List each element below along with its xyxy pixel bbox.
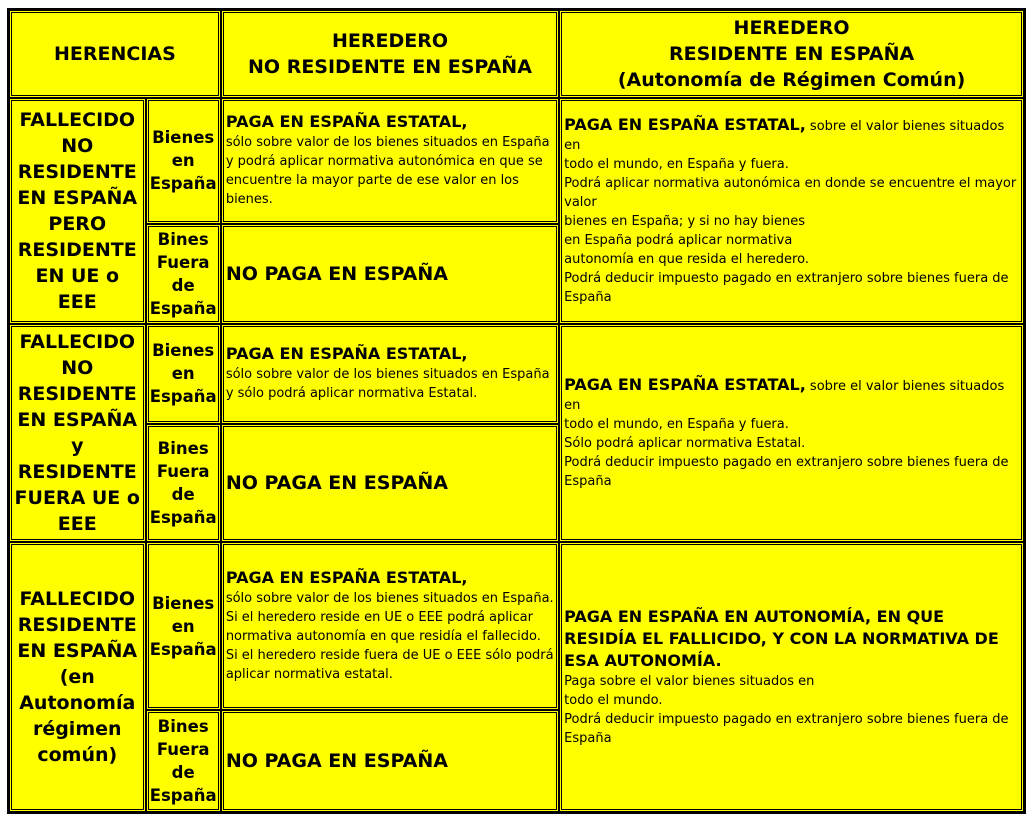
header-no-residente bbox=[223, 12, 557, 96]
detail-line: todo el mundo. bbox=[564, 693, 663, 709]
case-line: FALLECIDO bbox=[19, 588, 136, 611]
detail-lead: PAGA EN ESPAÑA ESTATAL, bbox=[225, 112, 468, 132]
case-fallecido-residente-espana bbox=[11, 544, 144, 810]
header-row bbox=[11, 12, 1022, 96]
bienes-fuera-espana-label bbox=[148, 226, 219, 322]
no-residente-bienes-en-espana bbox=[223, 544, 557, 708]
header-no-residente-line2: NO RESIDENTE EN ESPAÑA bbox=[248, 55, 532, 78]
bienes-label-line: Fuera bbox=[156, 462, 210, 482]
detail-line: Podrá deducir impuesto pagado en extranjero sobre bienes fuera de España bbox=[564, 454, 1009, 489]
bienes-label-line: Bienes bbox=[152, 593, 215, 613]
bienes-en-espana-label bbox=[148, 326, 219, 422]
detail-lead-rest: sobre el valor bienes situados en bbox=[564, 118, 1005, 153]
case-line: EN UE o EEE bbox=[35, 264, 120, 313]
detail-line: todo el mundo, en España y fuera. bbox=[564, 156, 789, 172]
bienes-label-line: de bbox=[171, 762, 195, 782]
detail-lead: PAGA EN ESPAÑA ESTATAL, bbox=[564, 374, 806, 394]
case-line: RESIDENTE bbox=[17, 238, 137, 261]
no-paga-text: NO PAGA EN ESPAÑA bbox=[225, 472, 448, 495]
table-row bbox=[11, 326, 1022, 422]
detail-line: Podrá aplicar normativa autonómica en donde se encuentre el mayor valor bbox=[564, 175, 1017, 210]
header-residente-line2: RESIDENTE EN ESPAÑA bbox=[668, 42, 915, 65]
bienes-label-line: Bienes bbox=[152, 341, 215, 361]
case-line: régimen bbox=[32, 718, 122, 741]
bienes-label-line: en bbox=[171, 151, 195, 171]
bienes-fuera-espana-label bbox=[148, 426, 219, 540]
detail-line: autonomía en que resida el heredero. bbox=[564, 251, 809, 267]
case-line: EN ESPAÑA bbox=[17, 186, 138, 209]
bienes-label-line: Bienes bbox=[152, 128, 215, 148]
case-line: NO bbox=[61, 134, 94, 157]
detail-line: sólo sobre valor de los bienes situados en España bbox=[225, 135, 550, 151]
bienes-label-line: Bines bbox=[157, 716, 209, 736]
case-line: RESIDENTE bbox=[17, 614, 137, 637]
detail-lead: PAGA EN ESPAÑA ESTATAL, bbox=[564, 114, 806, 134]
case-line: EN ESPAÑA bbox=[17, 640, 138, 663]
header-residente bbox=[561, 12, 1022, 96]
case-line: Autonomía bbox=[19, 692, 136, 715]
header-herencias bbox=[11, 12, 219, 96]
case-line: FALLECIDO bbox=[19, 108, 136, 131]
bienes-label-line: Fuera bbox=[156, 739, 210, 759]
table-row bbox=[11, 544, 1022, 708]
case-line: RESIDENTE bbox=[17, 382, 137, 405]
detail-line: sólo sobre valor de los bienes situados en España. bbox=[225, 591, 554, 606]
case-line: RESIDENTE bbox=[17, 460, 137, 483]
bienes-label-line: España bbox=[149, 174, 217, 194]
case-line: y bbox=[71, 434, 84, 457]
detail-line: Sólo podrá aplicar normativa Estatal. bbox=[564, 435, 806, 451]
bienes-en-espana-label bbox=[148, 544, 219, 708]
bienes-label-line: de bbox=[171, 485, 195, 505]
case-line: EEE bbox=[57, 512, 97, 535]
case-line: FUERA UE o bbox=[14, 486, 140, 509]
bienes-label-line: España bbox=[149, 785, 217, 805]
detail-lead-rest: sobre el valor bienes situados en bbox=[564, 378, 1005, 413]
residente-case-2 bbox=[561, 326, 1022, 541]
no-residente-bienes-fuera bbox=[223, 712, 557, 810]
header-residente-line3: (Autonomía de Régimen Común) bbox=[617, 68, 966, 91]
detail-lead: PAGA EN ESPAÑA ESTATAL, bbox=[225, 344, 468, 364]
detail-line: y podrá aplicar normativa autonómica en que se encuentre la mayor parte de ese valor en los bienes. bbox=[225, 154, 543, 208]
case-line: FALLECIDO bbox=[19, 330, 136, 353]
no-residente-bienes-en-espana bbox=[223, 326, 557, 422]
no-paga-text: NO PAGA EN ESPAÑA bbox=[225, 749, 448, 772]
case-fallecido-no-residente-fuera-ue bbox=[11, 326, 144, 541]
bienes-en-espana-label bbox=[148, 100, 219, 222]
bienes-label-line: en bbox=[171, 364, 195, 384]
case-line: RESIDENTE bbox=[17, 160, 137, 183]
bienes-label-line: Bines bbox=[157, 439, 209, 459]
case-line: PERO bbox=[48, 212, 107, 235]
detail-line: en España podrá aplicar normativa bbox=[564, 232, 793, 248]
bienes-label-line: Fuera bbox=[156, 252, 210, 272]
case-fallecido-no-residente-ue bbox=[11, 100, 144, 322]
detail-line: bienes en España; y si no hay bienes bbox=[564, 213, 806, 229]
inheritance-tax-table bbox=[7, 8, 1026, 814]
case-line: (en bbox=[59, 666, 95, 689]
residente-case-1 bbox=[561, 100, 1022, 322]
bienes-fuera-espana-label bbox=[148, 712, 219, 810]
no-residente-bienes-fuera bbox=[223, 426, 557, 540]
header-no-residente-line1: HEREDERO bbox=[331, 29, 448, 52]
detail-line: Podrá deducir impuesto pagado en extranjero sobre bienes fuera de España bbox=[564, 270, 1009, 305]
no-residente-bienes-fuera bbox=[223, 226, 557, 322]
bienes-label-line: España bbox=[149, 387, 217, 407]
no-residente-bienes-en-espana bbox=[223, 100, 557, 222]
bienes-label-line: Bines bbox=[157, 229, 209, 249]
detail-line: Podrá deducir impuesto pagado en extranjero sobre bienes fuera de España bbox=[564, 712, 1009, 747]
bienes-label-line: en bbox=[171, 616, 195, 636]
detail-line: Si el heredero reside en UE o EEE podrá aplicar normativa autonomía en que residía el fallecido. bbox=[225, 610, 541, 644]
bienes-label-line: España bbox=[149, 639, 217, 659]
bienes-label-line: España bbox=[149, 508, 217, 528]
bienes-label-line: de bbox=[171, 275, 195, 295]
header-residente-line1: HEREDERO bbox=[733, 16, 850, 39]
table-row bbox=[11, 100, 1022, 222]
no-paga-text: NO PAGA EN ESPAÑA bbox=[225, 262, 448, 285]
detail-line: todo el mundo, en España y fuera. bbox=[564, 416, 789, 432]
detail-line: sólo sobre valor de los bienes situados en España bbox=[225, 367, 550, 383]
header-herencias-text: HERENCIAS bbox=[54, 42, 176, 65]
case-line: común) bbox=[37, 744, 118, 767]
detail-line: y sólo podrá aplicar normativa Estatal. bbox=[225, 386, 478, 402]
detail-lead: PAGA EN ESPAÑA EN AUTONOMÍA, EN QUE RESIDÍA EL FALLICIDO, Y CON LA NORMATIVA DE ESA AUTONOMÍA. bbox=[564, 607, 999, 671]
case-line: EN ESPAÑA bbox=[17, 408, 138, 431]
detail-line: Paga sobre el valor bienes situados en bbox=[564, 674, 815, 690]
detail-lead: PAGA EN ESPAÑA ESTATAL, bbox=[225, 568, 468, 587]
detail-line: Si el heredero reside fuera de UE o EEE sólo podrá aplicar normativa estatal. bbox=[225, 648, 554, 682]
bienes-label-line: España bbox=[149, 298, 217, 318]
residente-case-3 bbox=[561, 544, 1022, 810]
case-line: NO bbox=[61, 356, 94, 379]
